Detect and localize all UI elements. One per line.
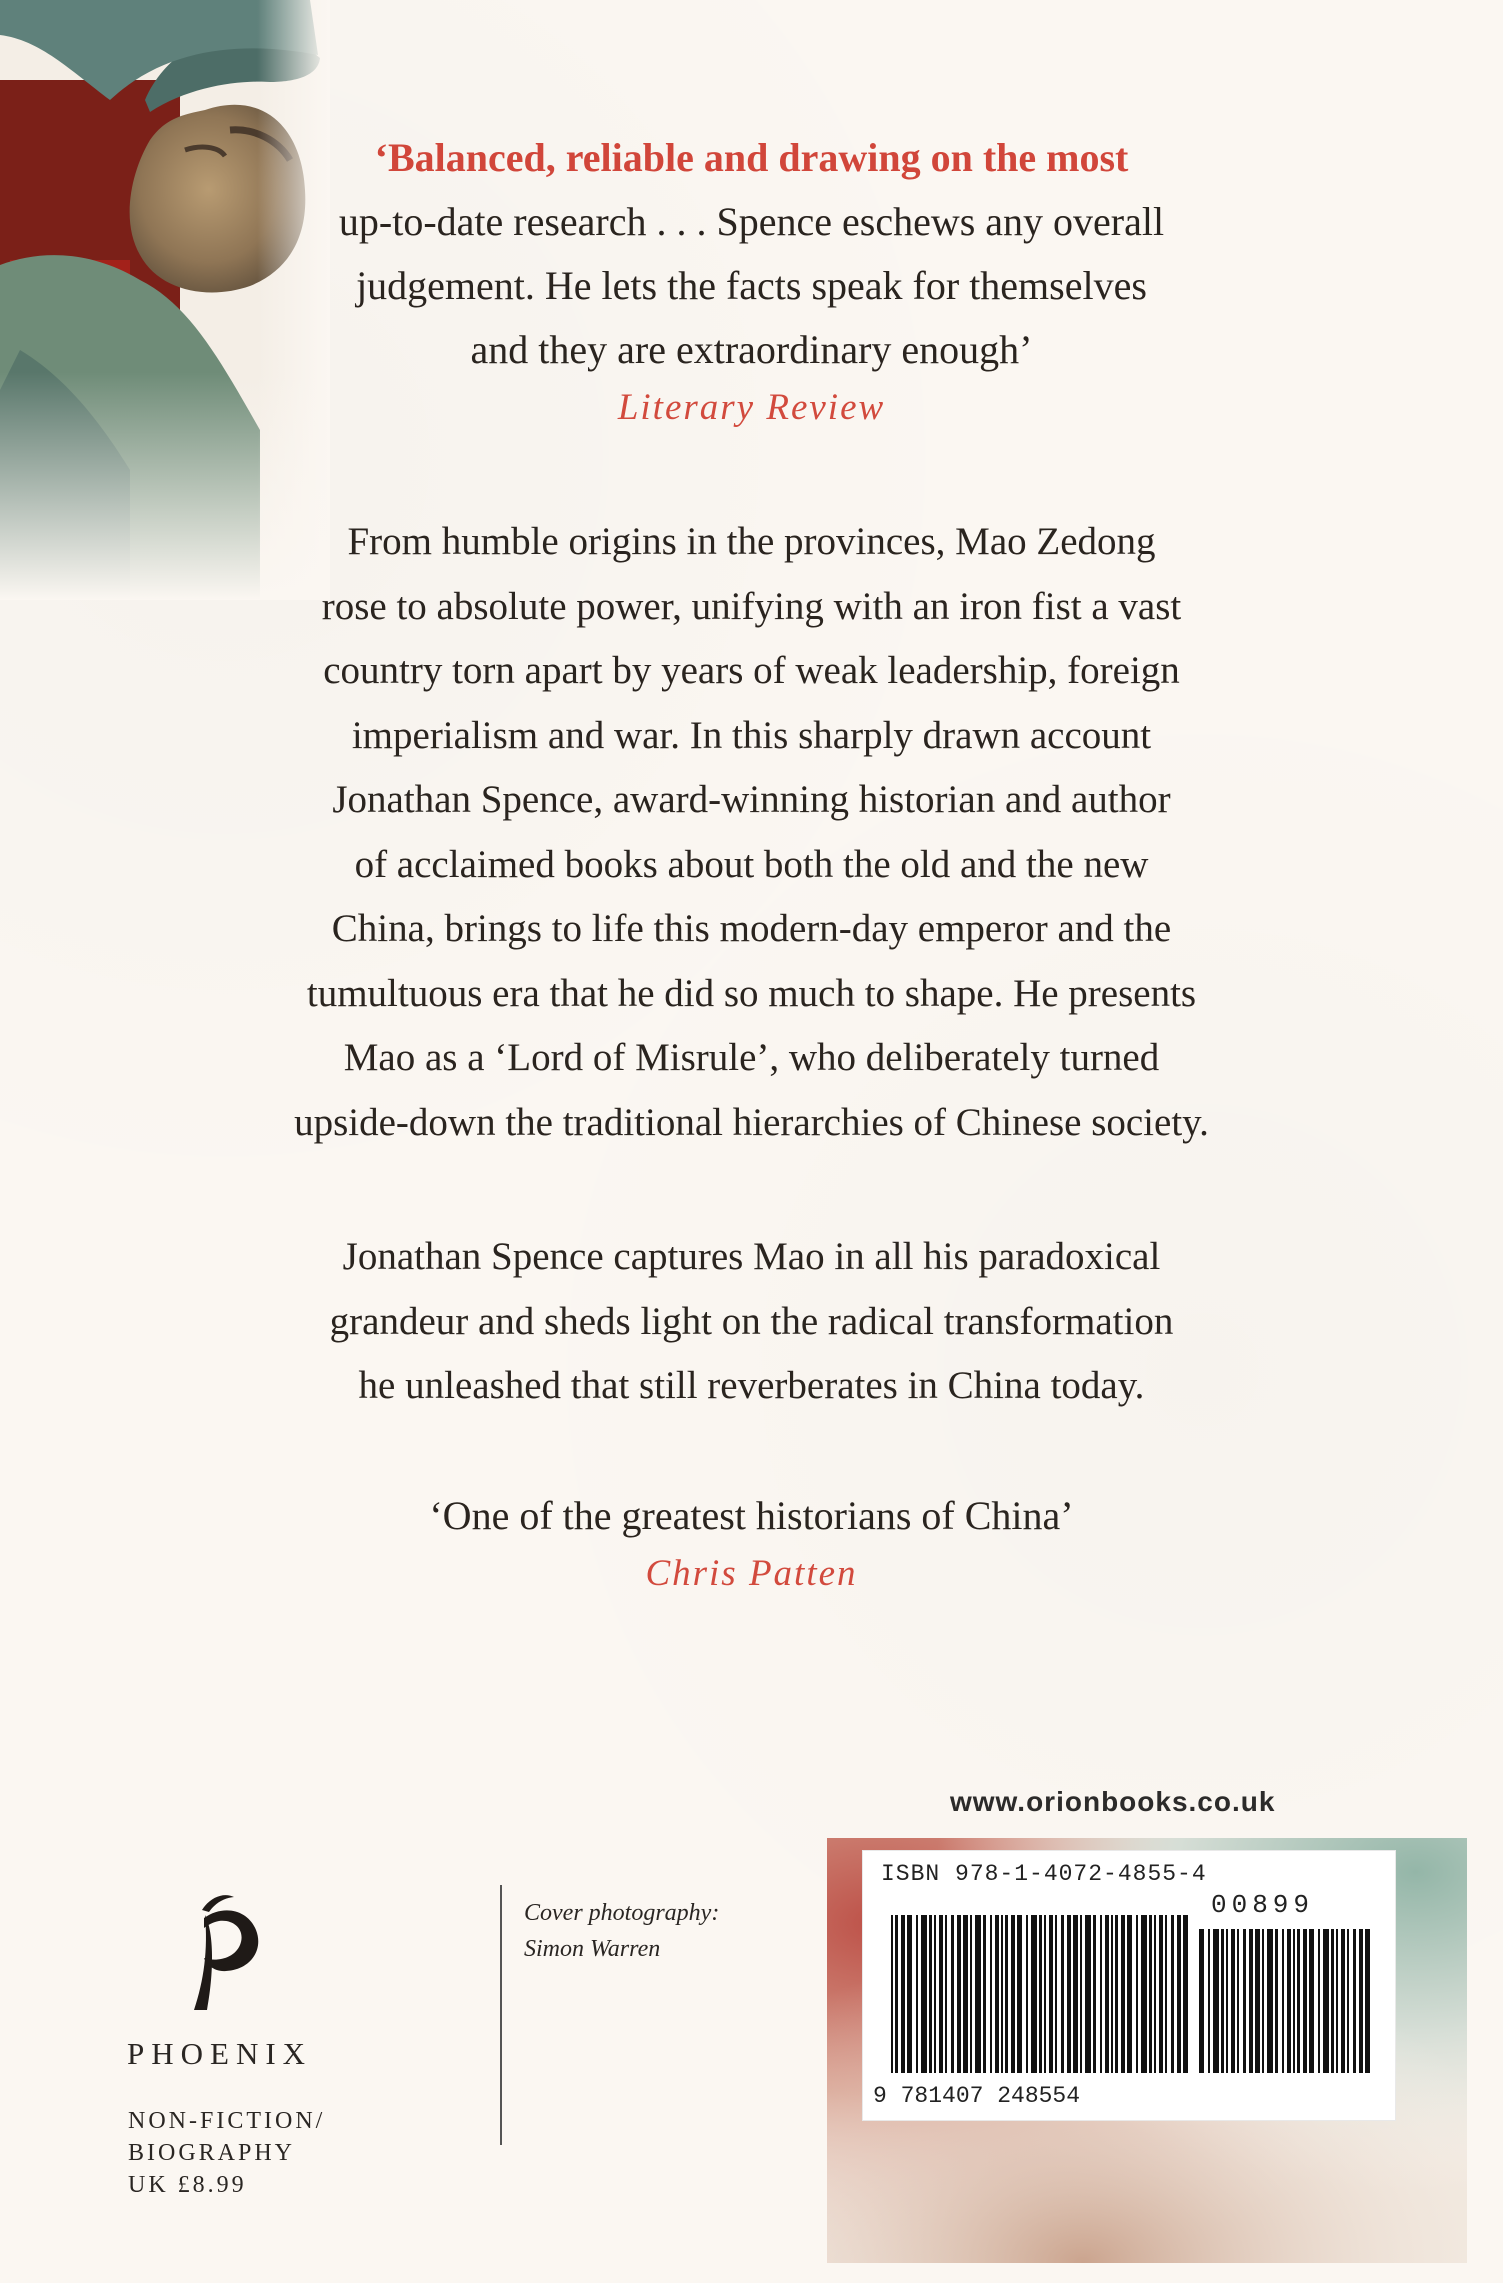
isbn-number: ISBN 978-1-4072-4855-4 [881, 1861, 1207, 1887]
description-line: of acclaimed books about both the old and the new [354, 842, 1149, 886]
description-line: upside-down the traditional hierarchies of Chinese society. [294, 1100, 1209, 1144]
vertical-divider [500, 1885, 502, 2145]
summary-line: grandeur and sheds light on the radical transformation [329, 1299, 1174, 1343]
description-line: rose to absolute power, unifying with an iron fist a vast [321, 584, 1182, 628]
publisher-website: www.orionbooks.co.uk [950, 1786, 1276, 1817]
description-line: From humble origins in the provinces, Mao Zedong [347, 520, 1156, 563]
description-line: imperialism and war. In this sharply drawn account [351, 713, 1152, 757]
genre-line: NON-FICTION/ [128, 2108, 326, 2134]
barcode-price-code: 00899 [1211, 1890, 1315, 1920]
quote-line: ‘One of the greatest historians of China’ [429, 1493, 1074, 1538]
quote-line: up-to-date research . . . Spence eschews any overall [338, 199, 1165, 244]
summary-line: Jonathan Spence captures Mao in all his paradoxical [342, 1235, 1161, 1278]
barcode-label [862, 1850, 1396, 2121]
description-line: China, brings to life this modern-day emperor and the [331, 907, 1172, 950]
quote-line: ‘Balanced, reliable and drawing on the most [374, 135, 1129, 180]
review-quote-literary-review [0, 126, 1503, 429]
photographer-name: Simon Warren [524, 1936, 661, 1962]
barcode-digits: 9 781407 248554 [873, 2083, 1081, 2109]
quote-line: and they are extraordinary enough’ [470, 327, 1033, 372]
description-line: Jonathan Spence, award-winning historian and author [332, 778, 1171, 821]
credit-label: Cover photography: [524, 1900, 720, 1926]
description-line: tumultuous era that he did so much to shape. He presents [306, 971, 1197, 1015]
publisher-name: PHOENIX [127, 2036, 313, 2071]
genre-and-price [128, 2105, 325, 2201]
review-quote-chris-patten [0, 1484, 1503, 1595]
cover-photography-credit [524, 1895, 719, 1967]
description-line: Mao as a ‘Lord of Misrule’, who deliberately turned [343, 1036, 1160, 1079]
book-description [0, 510, 1503, 1155]
summary-line: he unleashed that still reverberates in China today. [358, 1364, 1145, 1407]
book-summary [0, 1225, 1503, 1419]
quote-line: judgement. He lets the facts speak for themselves [356, 263, 1147, 308]
quote-attribution: Chris Patten [645, 1553, 858, 1594]
barcode-icon [873, 1887, 1383, 2109]
genre-line: BIOGRAPHY [128, 2140, 296, 2166]
quote-attribution: Literary Review [617, 387, 886, 428]
price-text: UK £8.99 [128, 2172, 247, 2198]
description-line: country torn apart by years of weak leadership, foreign [323, 649, 1180, 692]
phoenix-logo-icon [176, 1892, 264, 2022]
